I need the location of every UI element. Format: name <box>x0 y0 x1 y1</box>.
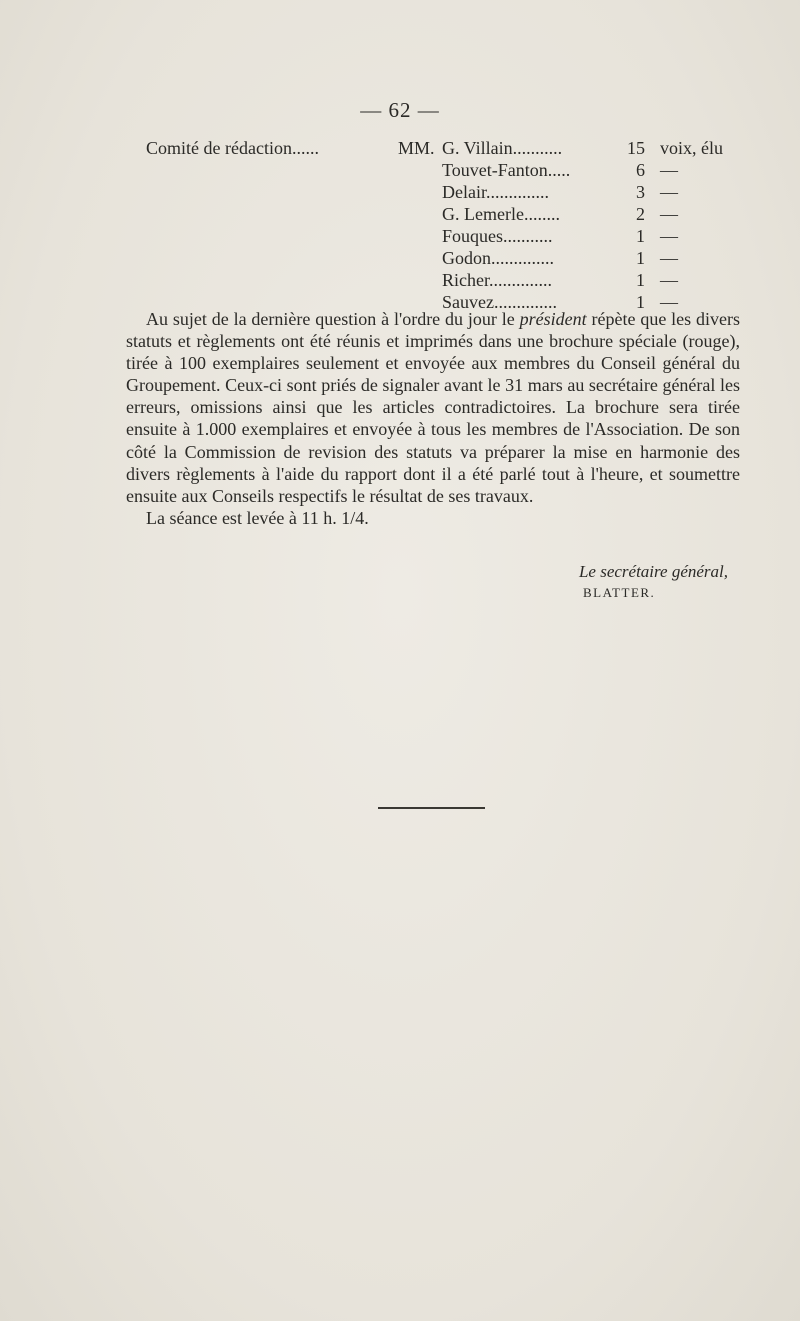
vote-suffix: — <box>660 248 678 268</box>
vote-suffix: — <box>660 182 678 202</box>
signatory-name: BLATTER. <box>583 585 656 600</box>
candidate-name: Godon.............. <box>442 248 554 268</box>
vote-row <box>0 182 800 204</box>
candidate-name: G. Villain........... <box>442 138 563 158</box>
vote-count: 6 <box>636 160 645 180</box>
vote-row <box>0 138 800 160</box>
vote-count: 1 <box>636 248 645 268</box>
candidate-name: G. Lemerle........ <box>442 204 560 224</box>
vote-count: 3 <box>636 182 645 202</box>
vote-count: 1 <box>636 270 645 290</box>
end-rule <box>378 807 485 809</box>
vote-count: 2 <box>636 204 645 224</box>
honorific: MM. <box>398 138 435 158</box>
candidate-name: Fouques........... <box>442 226 553 246</box>
vote-count: 15 <box>627 138 645 158</box>
candidate-name: Richer.............. <box>442 270 552 290</box>
signature-title: Le secrétaire général, <box>578 562 728 581</box>
vote-suffix: — <box>660 292 678 312</box>
vote-count: 1 <box>636 226 645 246</box>
candidate-name: Delair.............. <box>442 182 549 202</box>
paragraph-italic: président <box>519 309 587 329</box>
paragraph-brochure <box>126 308 740 507</box>
paragraph-text: Au sujet de la dernière question à l'ordre du jour le <box>146 309 520 329</box>
page-number: — 62 — <box>360 98 440 122</box>
vote-suffix: — <box>660 204 678 224</box>
paragraph-text: répète que les divers statuts et règlements ont été réunis et imprimés dans une brochure spéciale (rouge), tirée à 100 exemplaires seulement et envoyée aux membres du Conseil général du Groupement. Ceux-ci sont priés de signaler avant le 31 mars au secrétaire général les erreurs, omissions ainsi que les articles contradictoires. La brochure sera tirée ensuite à 1.000 exemplaires et envoyée à tous les membres de l'Association. De son côté la Commission de revision des statuts va préparer la mise en harmonie des divers règlements à l'aide du rapport dont il a été parlé tout à l'heure, et soumettre ensuite aux Conseils respectifs le résultat de ses travaux. <box>126 309 741 506</box>
body-text <box>126 308 740 529</box>
vote-row <box>0 270 800 292</box>
candidate-name: Touvet-Fanton..... <box>442 160 571 180</box>
candidate-name: Sauvez.............. <box>442 292 557 312</box>
vote-count: 1 <box>636 292 645 312</box>
paragraph-closing: La séance est levée à 11 h. 1/4. <box>146 507 369 528</box>
vote-suffix: voix, élu <box>660 138 723 158</box>
vote-suffix: — <box>660 270 678 290</box>
vote-row <box>0 248 800 270</box>
vote-row <box>0 226 800 248</box>
vote-suffix: — <box>660 160 678 180</box>
vote-row <box>0 160 800 182</box>
vote-suffix: — <box>660 226 678 246</box>
committee-label: Comité de rédaction...... <box>146 138 319 158</box>
vote-row <box>0 204 800 226</box>
